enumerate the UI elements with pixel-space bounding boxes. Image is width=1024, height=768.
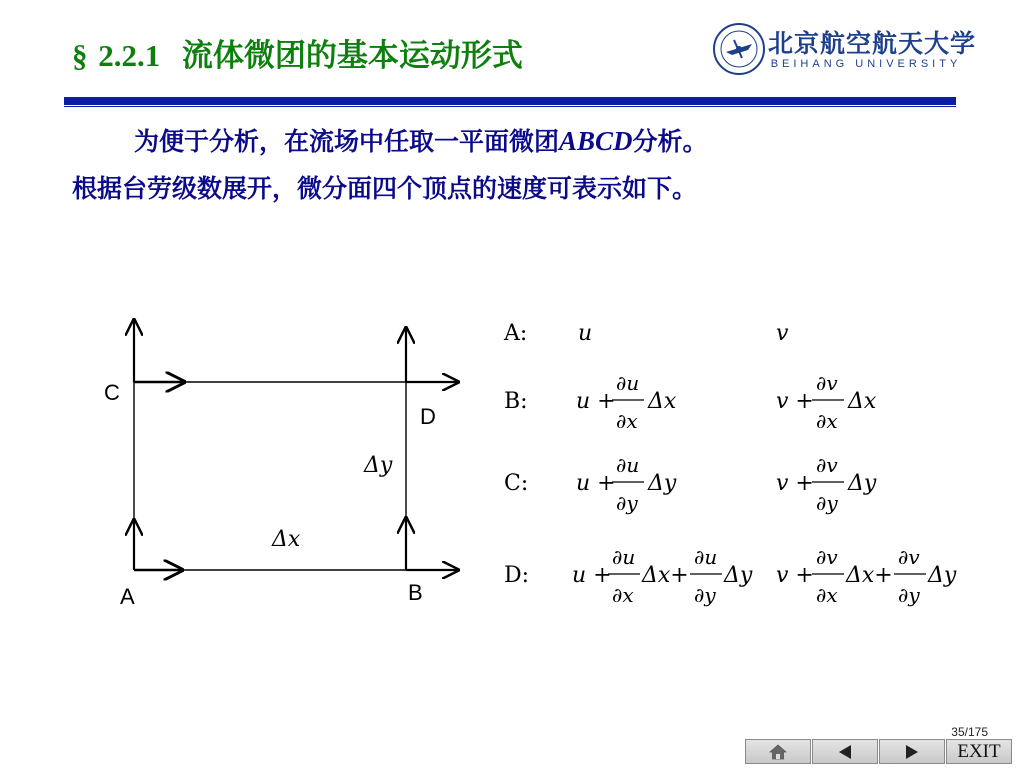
row-C-u-num: ∂u [616, 453, 640, 477]
label-A: A [120, 584, 135, 609]
label-dy: Δy [364, 453, 393, 478]
row-B-u-tail: Δx [648, 389, 677, 414]
prev-arrow-icon [836, 744, 854, 760]
fluid-element-diagram [90, 310, 480, 620]
row-B-v-den: ∂x [816, 409, 838, 433]
next-slide-button[interactable] [879, 739, 945, 764]
row-D-v-den2: ∂y [898, 583, 920, 607]
row-D-point: D: [504, 563, 530, 588]
home-button[interactable] [745, 739, 811, 764]
row-B-u-num: ∂u [616, 371, 640, 395]
row-A-v: v [776, 321, 789, 346]
label-C: C [104, 380, 120, 405]
university-name-cn: 北京航空航天大学 [768, 29, 977, 58]
section-symbol: § [72, 38, 88, 73]
row-D-u-num2: ∂u [694, 545, 718, 569]
row-D-u-num1: ∂u [612, 545, 636, 569]
label-B: B [408, 580, 423, 605]
label-D: D [420, 404, 436, 429]
row-A-point: A: [504, 321, 528, 346]
university-name-en: BEIHANG UNIVERSITY [770, 58, 962, 70]
velocity-formulas [500, 310, 970, 620]
row-D-v-tail1: Δx+ [846, 563, 893, 588]
row-D-v-base: v + [776, 563, 814, 588]
row-C-u-den: ∂y [616, 491, 638, 515]
university-logo [712, 22, 977, 80]
row-B-v-num: ∂v [816, 371, 838, 395]
section-title-text: 流体微团的基本运动形式 [181, 38, 523, 74]
row-D-v-den1: ∂x [816, 583, 838, 607]
intro-paragraph [72, 118, 952, 212]
label-dx: Δx [272, 527, 301, 552]
row-D-u-tail1: Δx+ [642, 563, 689, 588]
row-D-u-den1: ∂x [612, 583, 634, 607]
row-D-u-base: u + [572, 563, 612, 588]
slide-title [72, 30, 523, 75]
row-C-point: C: [504, 471, 529, 496]
row-B-v-tail: Δx [848, 389, 877, 414]
row-B-u-den: ∂x [616, 409, 638, 433]
intro-line-1 [72, 118, 952, 165]
header-divider-thin [64, 106, 956, 107]
intro-line-1-em: ABCD [559, 126, 633, 156]
row-C-u-tail: Δy [648, 471, 677, 496]
row-C-v-den: ∂y [816, 491, 838, 515]
row-C-v-base: v + [776, 471, 814, 496]
next-arrow-icon [903, 744, 921, 760]
header-divider [64, 97, 956, 105]
row-C-u-base: u + [576, 471, 616, 496]
previous-slide-button[interactable] [812, 739, 878, 764]
row-D-u-den2: ∂y [694, 583, 716, 607]
section-number: 2.2.1 [98, 38, 161, 73]
home-icon [769, 744, 787, 760]
row-C-v-tail: Δy [848, 471, 877, 496]
university-seal-icon [712, 22, 766, 76]
row-B-v-base: v + [776, 389, 814, 414]
slide-navigation [745, 739, 1013, 764]
row-C-v-num: ∂v [816, 453, 838, 477]
row-B-u-base: u + [576, 389, 616, 414]
exit-button[interactable]: EXIT [946, 739, 1012, 764]
intro-line-1-suffix: 分析。 [632, 127, 708, 156]
row-B-point: B: [504, 389, 528, 414]
intro-line-2: 根据台劳级数展开，微分面四个顶点的速度可表示如下。 [72, 174, 698, 203]
row-D-v-num2: ∂v [898, 545, 920, 569]
row-D-u-tail2: Δy [724, 563, 753, 588]
row-A-u: u [578, 321, 593, 346]
row-D-v-num1: ∂v [816, 545, 838, 569]
page-indicator: 35/175 [951, 725, 988, 739]
row-D-v-tail2: Δy [928, 563, 957, 588]
intro-line-1-prefix: 为便于分析，在流场中任取一平面微团 [134, 127, 560, 156]
